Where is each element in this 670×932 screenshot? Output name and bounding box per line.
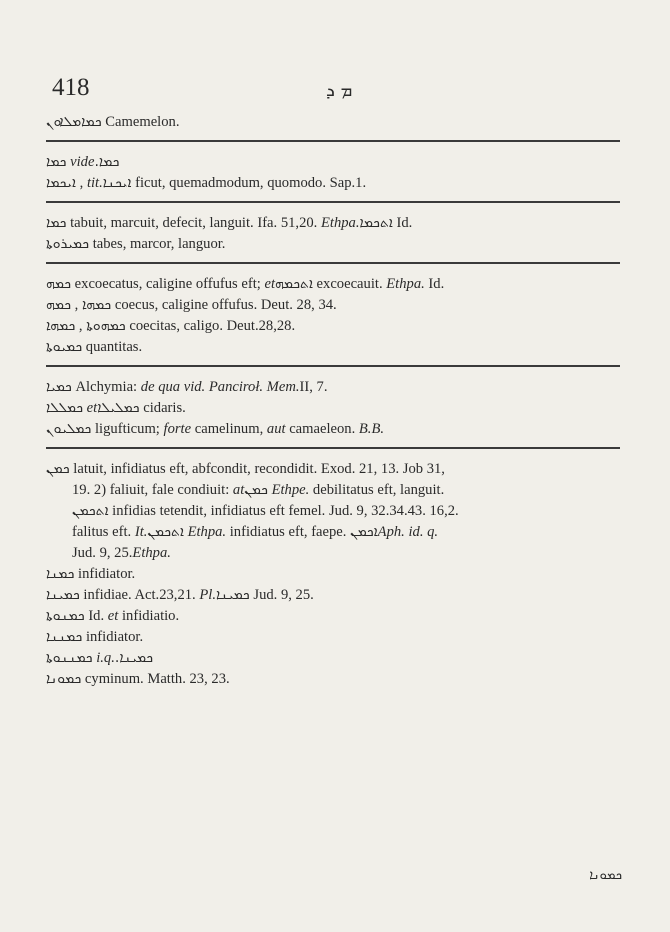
syriac-headword: ܟܡܐܡܠܐܘܢ xyxy=(46,114,102,130)
latin-text: 19. 2) faliuit, fale condiuit: xyxy=(72,482,233,498)
entry-line xyxy=(46,112,620,133)
syriac-headword: ܐܝܟܡܐ xyxy=(46,175,76,191)
dictionary-entry xyxy=(46,459,620,690)
italic-note: Ethpa. xyxy=(187,524,227,540)
latin-text: camelinum, xyxy=(191,421,267,437)
entry-line xyxy=(46,377,620,398)
italic-note: et xyxy=(107,608,119,624)
entry-line xyxy=(46,564,620,585)
dictionary-entry xyxy=(46,274,620,358)
syriac-headword: ܟܡܗܐ xyxy=(81,297,112,313)
latin-text: latuit, infidiatus eft, abfcondit, recondidit. Exod. 21, 13. Job 31, xyxy=(69,461,445,477)
syriac-headword: ܟܡܝܪܘܬܐ xyxy=(46,236,90,252)
syriac-headword: ܐܬܟܡܢ xyxy=(72,503,109,519)
italic-note: Ethpe. xyxy=(271,482,310,498)
latin-text: coecitas, caligo. Deut.28,28. xyxy=(125,318,296,334)
entry-divider xyxy=(46,201,620,203)
syriac-headword: ܟܡܗ xyxy=(46,276,72,292)
syriac-headword: ܟܡܝܢܐ. xyxy=(114,650,154,666)
entry-line xyxy=(46,606,620,627)
entry-line xyxy=(46,173,620,194)
italic-note: It. xyxy=(134,524,148,540)
latin-text: tabes, marcor, languor. xyxy=(89,236,226,252)
entry-line xyxy=(46,398,620,419)
latin-text: infidiator. xyxy=(82,629,144,645)
latin-text: Id. xyxy=(84,608,108,624)
italic-note: tit. xyxy=(86,175,103,191)
syriac-headword: ܟܡܘܢܐ xyxy=(46,671,82,687)
latin-text: excoecauit. xyxy=(312,276,387,292)
dictionary-entry xyxy=(46,152,620,194)
syriac-headword: ܟܡܗܐ xyxy=(46,318,76,334)
catchword: ܟܡܘܢܐ xyxy=(589,868,622,883)
entry-line xyxy=(46,337,620,358)
syriac-headword: ܟܡܢܐ xyxy=(46,566,75,582)
italic-note: at xyxy=(232,482,245,498)
entry-line xyxy=(46,627,620,648)
syriac-headword: ܟܡܢܘܬܐ xyxy=(46,608,85,624)
syriac-headword: ܟܡܝܢܐ xyxy=(215,587,250,603)
latin-text: infidiatio. xyxy=(118,608,180,624)
entry-line xyxy=(46,648,620,669)
entry-divider xyxy=(46,140,620,142)
latin-text: Id. xyxy=(396,215,413,231)
running-head: ܡ ܕ xyxy=(326,80,353,101)
latin-text: Camemelon. xyxy=(101,114,180,130)
syriac-headword: ܟܡܐ. xyxy=(94,154,120,170)
latin-text: , xyxy=(75,175,87,191)
dictionary-entry xyxy=(46,213,620,255)
latin-text: Jud. 9, 25. xyxy=(72,545,133,561)
syriac-headword: ܟܡܝܢܐ xyxy=(46,587,80,603)
italic-note: et xyxy=(86,400,98,416)
entry-line xyxy=(46,152,620,173)
italic-note: de qua vid. Panciroł. Mem. xyxy=(140,379,300,395)
italic-note: et xyxy=(264,276,276,292)
entry-line xyxy=(46,669,620,690)
italic-note: Ethpa. xyxy=(386,276,425,292)
syriac-headword: ܐܬܟܡܐ xyxy=(359,215,393,231)
entry-line xyxy=(46,522,620,543)
syriac-headword: ܟܡܐ xyxy=(46,215,67,231)
syriac-headword: ܟܡܢܢܐ xyxy=(46,629,83,645)
italic-note: Pl. xyxy=(199,587,216,603)
syriac-headword: ܟܡܠܝܘܢ xyxy=(46,421,92,437)
syriac-headword: ܟܡܠܝܠܐ xyxy=(97,400,140,416)
italic-note: Ethpa. xyxy=(320,215,360,231)
syriac-headword: ܐܬܟܡܗ xyxy=(275,276,313,292)
latin-text: quantitas. xyxy=(82,339,143,355)
entry-line xyxy=(46,480,620,501)
entry-line xyxy=(46,459,620,480)
syriac-headword: ܟܡܢ xyxy=(46,461,70,477)
italic-note: Aph. xyxy=(377,524,405,540)
entry-line xyxy=(46,316,620,337)
latin-text: , xyxy=(71,297,82,313)
entry-line xyxy=(46,295,620,316)
syriac-headword: ܟܡܠܠܐ xyxy=(46,400,83,416)
latin-text: II, 7. xyxy=(299,379,328,395)
entry-divider xyxy=(46,447,620,449)
dictionary-entries xyxy=(46,112,620,690)
italic-note: vide xyxy=(70,154,95,170)
dictionary-entry xyxy=(46,377,620,440)
latin-text: , xyxy=(75,318,87,334)
syriac-headword: ܟܡܝܐ xyxy=(46,379,72,395)
syriac-headword: ܟܡܗ xyxy=(46,297,72,313)
entry-divider xyxy=(46,262,620,264)
latin-text: falitus eft. xyxy=(72,524,135,540)
latin-text: cyminum. Matth. 23, 23. xyxy=(81,671,230,687)
italic-note: i.q. xyxy=(96,650,115,666)
italic-note: B.B. xyxy=(358,421,385,437)
syriac-headword: ܐܝܟܢܐ xyxy=(102,175,132,191)
latin-text: infidiatus eft, faepe. xyxy=(226,524,351,540)
latin-text: Jud. 9, 25. xyxy=(253,587,314,603)
syriac-headword: ܟܡܢܢܘܬܐ xyxy=(46,650,93,666)
italic-note: aut xyxy=(266,421,286,437)
syriac-headword: ܟܡܐ xyxy=(46,154,67,170)
dictionary-entry xyxy=(46,112,620,133)
latin-text: ligufticum; xyxy=(91,421,164,437)
entry-line xyxy=(46,213,620,234)
latin-text: ficut, quemadmodum, quomodo. Sap.1. xyxy=(131,175,367,191)
latin-text: debilitatus eft, languit. xyxy=(309,482,445,498)
latin-text: Alchymia: xyxy=(71,379,141,395)
syriac-headword: ܟܡܝܘܬܐ xyxy=(46,339,83,355)
syriac-headword: ܐܟܡܢ xyxy=(350,524,378,540)
page-number: 418 xyxy=(52,74,90,101)
latin-text: excoecatus, caligine offufus eft; xyxy=(71,276,265,292)
latin-text: Id. xyxy=(428,276,445,292)
latin-text: camaeleon. xyxy=(285,421,359,437)
italic-note: id. q. xyxy=(408,524,439,540)
syriac-headword: ܐܬܟܡܢ xyxy=(147,524,184,540)
syriac-headword: ܟܡܗܘܬܐ xyxy=(86,318,126,334)
latin-text: cidaris. xyxy=(143,400,186,416)
entry-line xyxy=(46,585,620,606)
page-header xyxy=(52,74,612,114)
latin-text: infidias tetendit, infidiatus eft femel. Jud. 9, 32.34.43. 16,2. xyxy=(108,503,459,519)
entry-divider xyxy=(46,365,620,367)
latin-text: infidiator. xyxy=(74,566,136,582)
italic-note: Ethpa. xyxy=(132,545,171,561)
latin-text: coecus, caligine offufus. Deut. 28, 34. xyxy=(111,297,337,313)
entry-line xyxy=(46,419,620,440)
latin-text: infidiae. Act.23,21. xyxy=(79,587,200,603)
syriac-headword: ܟܡܢ xyxy=(244,482,268,498)
entry-line xyxy=(46,543,620,564)
entry-line xyxy=(46,501,620,522)
italic-note: forte xyxy=(163,421,192,437)
latin-text: tabuit, marcuit, defecit, languit. Ifa. 51,20. xyxy=(66,215,321,231)
entry-line xyxy=(46,234,620,255)
entry-line xyxy=(46,274,620,295)
